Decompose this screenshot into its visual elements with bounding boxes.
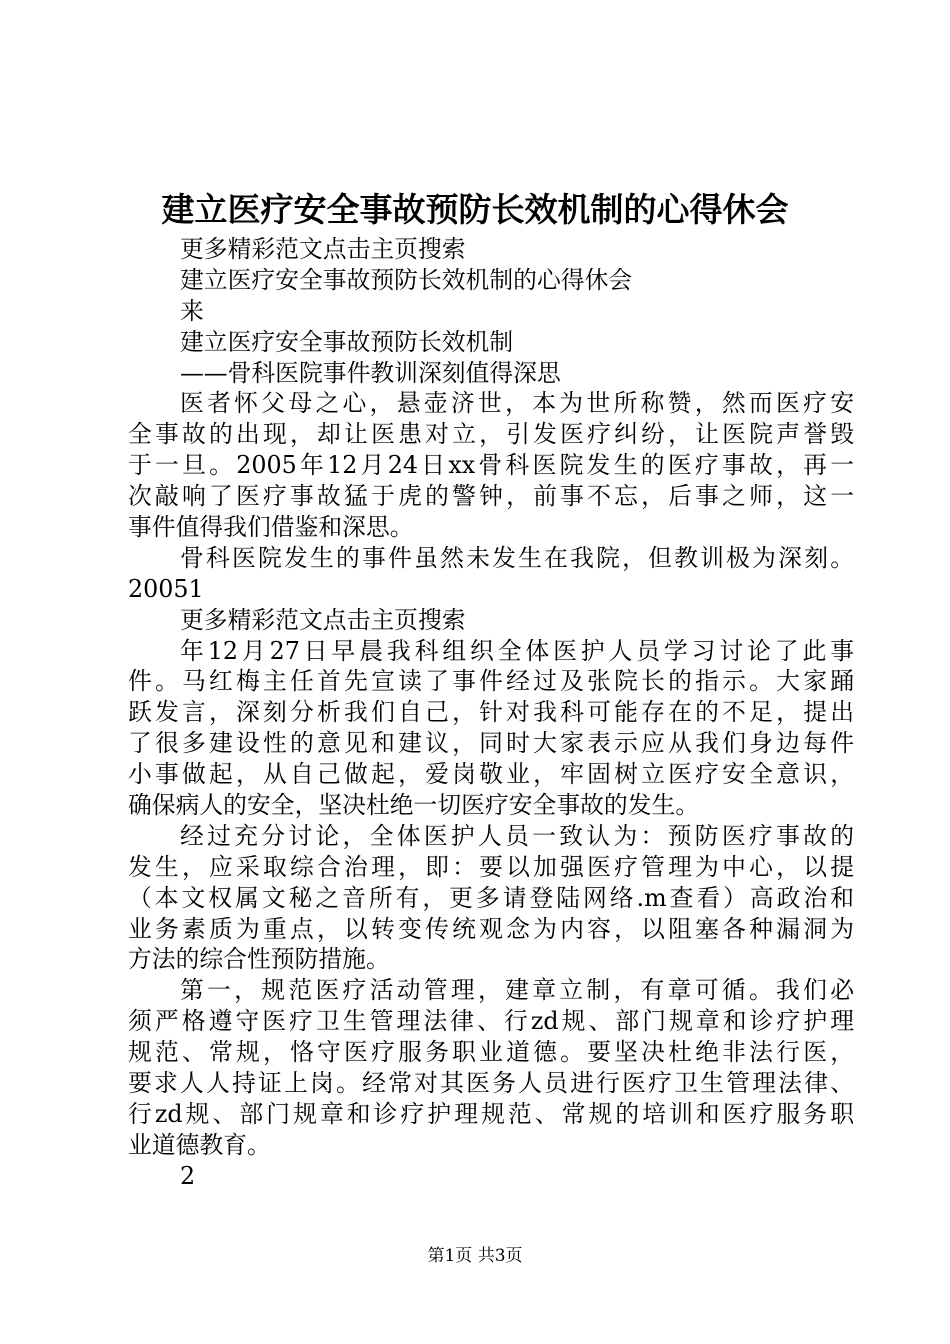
body-line: 来	[180, 296, 204, 325]
document-title: 建立医疗安全事故预防长效机制的心得休会	[161, 190, 789, 229]
body-line: 20051	[128, 574, 204, 603]
body-line: ——骨科医院事件教训深刻值得深思	[180, 358, 561, 387]
body-line: 更多精彩范文点击主页搜索	[180, 605, 466, 634]
body-line: 发生，应采取综合治理，即：要以加强医疗管理为中心，以提	[128, 852, 854, 881]
body-line: 骨科医院发生的事件虽然未发生在我院，但教训极为深刻。	[180, 543, 854, 572]
page-footer: 第1页 共3页	[427, 1246, 523, 1266]
body-line: 年12月27日早晨我科组织全体医护人员学习讨论了此事	[180, 636, 854, 665]
body-line: 建立医疗安全事故预防长效机制	[180, 327, 514, 356]
body-line: 了很多建设性的意见和建议，同时大家表示应从我们身边每件	[128, 729, 854, 758]
body-line: 须严格遵守医疗卫生管理法律、行zd规、部门规章和诊疗护理	[128, 1007, 854, 1036]
body-line: 次敲响了医疗事故猛于虎的警钟，前事不忘，后事之师，这一	[128, 482, 854, 511]
body-line: 第一，规范医疗活动管理，建章立制，有章可循。我们必	[180, 976, 854, 1005]
document-body	[128, 234, 854, 1192]
body-line: 件。马红梅主任首先宣读了事件经过及张院长的指示。大家踊	[128, 667, 854, 696]
body-line: 规范、常规，恪守医疗服务职业道德。要坚决杜绝非法行医，	[128, 1038, 854, 1067]
body-line: 医者怀父母之心，悬壶济世，本为世所称赞，然而医疗安	[180, 389, 854, 418]
body-line: 事件值得我们借鉴和深思。	[128, 513, 414, 542]
body-line: 于一旦。2005年12月24日xx骨科医院发生的医疗事故，再一	[128, 451, 854, 480]
body-line: 建立医疗安全事故预防长效机制的心得休会	[180, 265, 633, 294]
body-line: 行zd规、部门规章和诊疗护理规范、常规的培训和医疗服务职	[128, 1099, 854, 1128]
body-line: 经过充分讨论，全体医护人员一致认为：预防医疗事故的	[180, 821, 854, 850]
body-line: 全事故的出现，却让医患对立，引发医疗纠纷，让医院声誉毁	[128, 420, 854, 449]
body-line: 确保病人的安全，坚决杜绝一切医疗安全事故的发生。	[128, 791, 700, 820]
page-number-text: 2	[180, 1161, 196, 1190]
body-line: 业道德教育。	[128, 1130, 271, 1159]
body-line: 更多精彩范文点击主页搜索	[180, 235, 466, 263]
body-line: 业务素质为重点，以转变传统观念为内容，以阻塞各种漏洞为	[128, 914, 854, 943]
body-line: （本文权属文秘之音所有，更多请登陆网络.m查看）高政治和	[128, 883, 854, 912]
body-line: 小事做起，从自己做起，爱岗敬业，牢固树立医疗安全意识，	[128, 760, 854, 789]
body-line: 方法的综合性预防措施。	[128, 945, 390, 974]
body-line: 要求人人持证上岗。经常对其医务人员进行医疗卫生管理法律、	[128, 1069, 854, 1098]
body-line: 跃发言，深刻分析我们自己，针对我科可能存在的不足，提出	[128, 698, 854, 727]
